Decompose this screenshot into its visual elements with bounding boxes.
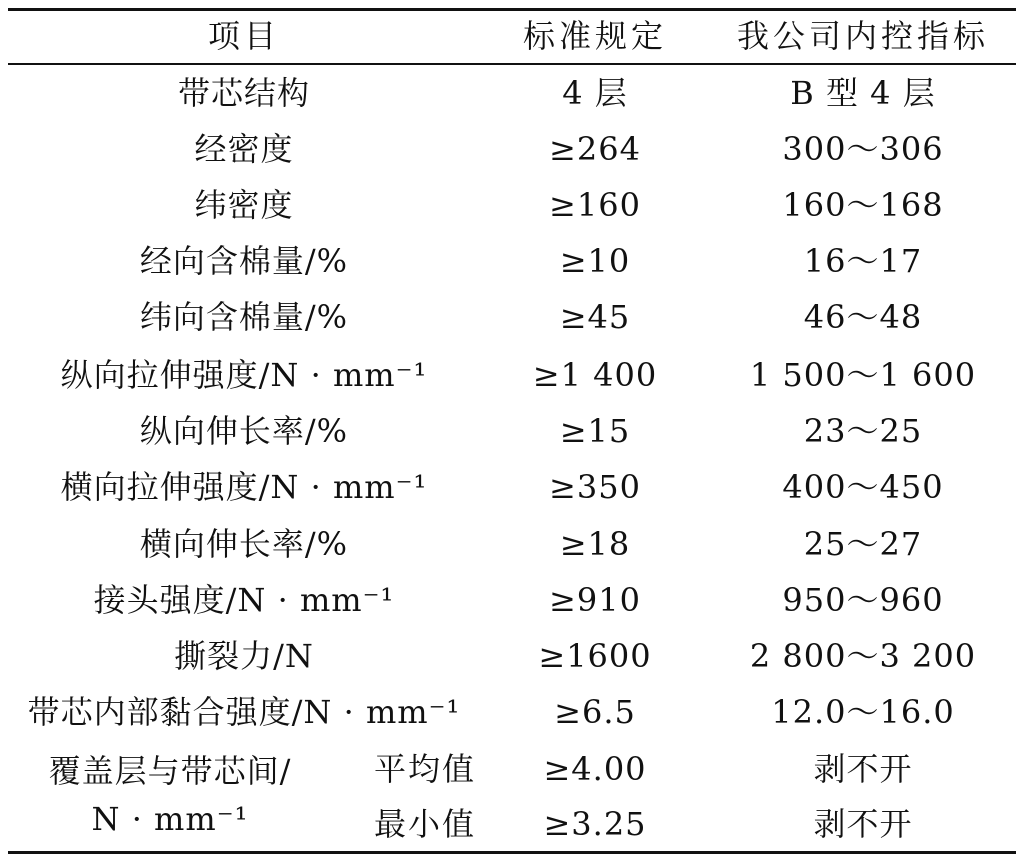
row-item: 带芯结构 [177, 74, 310, 112]
row-internal: 46～48 [803, 298, 923, 336]
bottom-rule [8, 851, 1016, 854]
row-standard: ≥3.25 [543, 805, 647, 843]
row-standard: ≥18 [559, 525, 631, 563]
row-standard: ≥4.00 [543, 750, 647, 788]
sub-item-minimum: 最小值 [373, 805, 476, 843]
row-internal: 23～25 [803, 412, 923, 450]
row-internal: 25～27 [803, 525, 923, 563]
row-standard: ≥350 [549, 468, 641, 506]
row-internal: 300～306 [782, 130, 944, 168]
row-internal: 16～17 [803, 242, 923, 280]
row-internal: 160～168 [782, 186, 944, 224]
row-internal: 400～450 [782, 468, 944, 506]
row-item: 纵向拉伸强度/N · mm⁻¹ [60, 356, 428, 394]
row-standard: ≥264 [549, 130, 641, 168]
row-item: 横向伸长率/% [139, 525, 349, 563]
row-item: 横向拉伸强度/N · mm⁻¹ [60, 468, 428, 506]
row-item: 接头强度/N · mm⁻¹ [93, 581, 395, 619]
row-standard: ≥910 [549, 581, 641, 619]
sub-item-average: 平均值 [373, 750, 476, 788]
row-internal: B 型 4 层 [790, 74, 936, 112]
merged-item-label-line1: 覆盖层与带芯间/ [48, 752, 292, 790]
row-internal: 1 500～1 600 [749, 356, 977, 394]
header-standard: 标准规定 [522, 17, 667, 55]
row-internal: 2 800～3 200 [749, 637, 977, 675]
row-standard: ≥1600 [538, 637, 652, 675]
merged-item-label-line2: N · mm⁻¹ [91, 800, 249, 838]
row-standard: 4 层 [562, 74, 628, 112]
row-item: 撕裂力/N [174, 637, 314, 675]
row-standard: ≥160 [549, 186, 641, 224]
row-standard: ≥45 [559, 298, 631, 336]
row-item: 纬密度 [194, 186, 294, 224]
header-item: 项目 [207, 17, 280, 55]
row-internal: 剥不开 [813, 750, 913, 788]
row-item: 纵向伸长率/% [139, 412, 349, 450]
row-standard: ≥6.5 [554, 693, 636, 731]
row-standard: ≥15 [559, 412, 631, 450]
row-internal: 950～960 [782, 581, 944, 619]
header-internal: 我公司内控指标 [736, 17, 989, 55]
row-item: 经密度 [194, 130, 294, 168]
row-standard: ≥10 [559, 242, 631, 280]
row-internal: 剥不开 [813, 805, 913, 843]
row-item: 纬向含棉量/% [139, 298, 349, 336]
row-standard: ≥1 400 [532, 356, 658, 394]
row-internal: 12.0～16.0 [771, 693, 955, 731]
row-item: 带芯内部黏合强度/N · mm⁻¹ [27, 693, 461, 731]
row-item: 经向含棉量/% [139, 242, 349, 280]
